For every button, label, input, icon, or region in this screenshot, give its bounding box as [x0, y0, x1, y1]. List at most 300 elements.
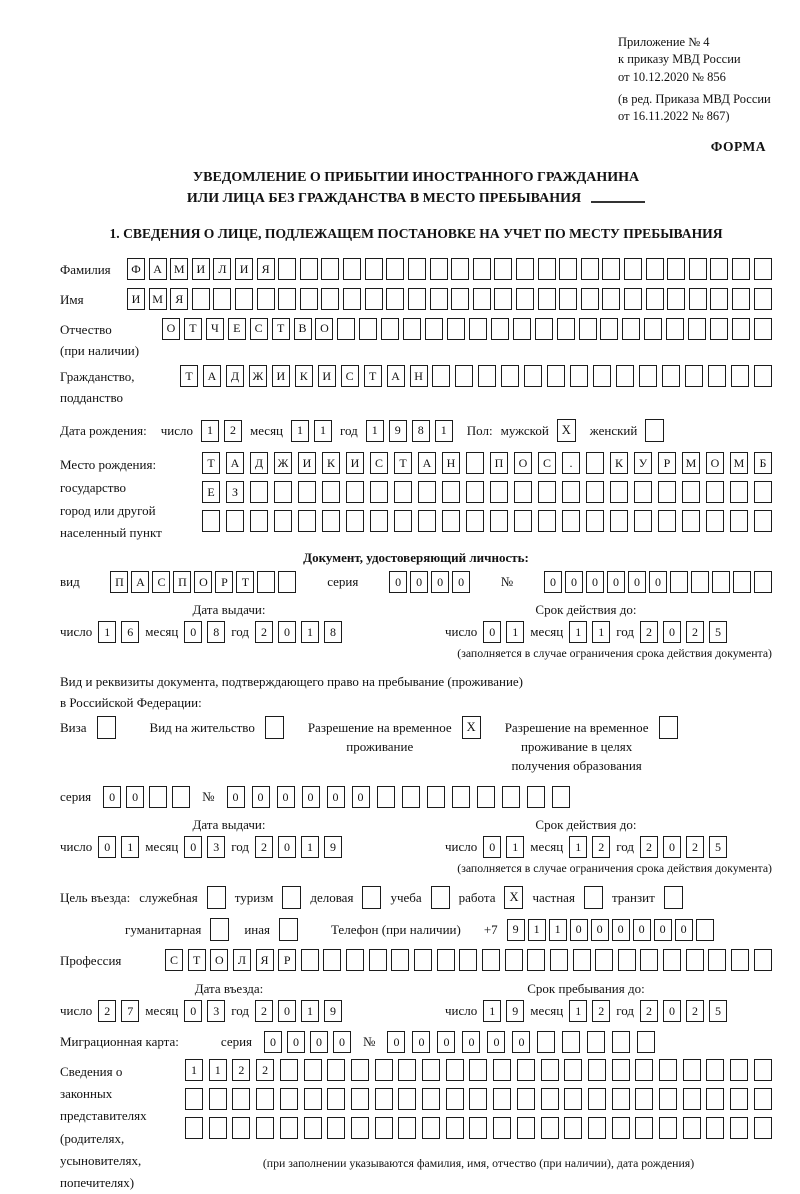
- char-cell[interactable]: [513, 318, 531, 340]
- char-cell[interactable]: Т: [202, 452, 220, 474]
- char-cell[interactable]: [446, 1088, 464, 1110]
- char-cell[interactable]: [482, 949, 500, 971]
- char-cell[interactable]: [658, 510, 676, 532]
- purpose-work-checkbox[interactable]: X: [504, 886, 523, 909]
- char-cell[interactable]: [437, 949, 455, 971]
- char-cell[interactable]: [612, 1031, 630, 1053]
- char-cell[interactable]: 0: [544, 571, 562, 593]
- char-cell[interactable]: Т: [364, 365, 382, 387]
- char-cell[interactable]: 1: [592, 621, 610, 643]
- char-cell[interactable]: [730, 1117, 748, 1139]
- char-cell[interactable]: Я: [170, 288, 188, 310]
- char-cell[interactable]: [422, 1088, 440, 1110]
- purpose-official-checkbox[interactable]: [207, 886, 226, 909]
- char-cell[interactable]: [280, 1059, 298, 1081]
- char-cell[interactable]: [535, 318, 553, 340]
- char-cell[interactable]: [250, 481, 268, 503]
- char-cell[interactable]: [732, 318, 750, 340]
- char-cell[interactable]: [754, 1088, 772, 1110]
- char-cell[interactable]: [516, 288, 534, 310]
- char-cell[interactable]: [422, 1117, 440, 1139]
- char-cell[interactable]: С: [538, 452, 556, 474]
- char-cell[interactable]: [667, 288, 685, 310]
- purpose-private-checkbox[interactable]: [584, 886, 603, 909]
- char-cell[interactable]: 1: [185, 1059, 203, 1081]
- char-cell[interactable]: С: [370, 452, 388, 474]
- char-cell[interactable]: 2: [592, 1000, 610, 1022]
- char-cell[interactable]: [559, 288, 577, 310]
- temp-residence-edu-checkbox[interactable]: [659, 716, 678, 739]
- char-cell[interactable]: В: [294, 318, 312, 340]
- char-cell[interactable]: [280, 1117, 298, 1139]
- char-cell[interactable]: 0: [412, 1031, 430, 1053]
- purpose-transit-checkbox[interactable]: [664, 886, 683, 909]
- char-cell[interactable]: [708, 365, 726, 387]
- char-cell[interactable]: [502, 786, 520, 808]
- char-cell[interactable]: 9: [324, 1000, 342, 1022]
- char-cell[interactable]: П: [173, 571, 191, 593]
- char-cell[interactable]: [250, 510, 268, 532]
- char-cell[interactable]: П: [490, 452, 508, 474]
- char-cell[interactable]: [562, 510, 580, 532]
- char-cell[interactable]: [586, 452, 604, 474]
- char-cell[interactable]: [624, 258, 642, 280]
- char-cell[interactable]: 0: [264, 1031, 282, 1053]
- char-cell[interactable]: 0: [437, 1031, 455, 1053]
- char-cell[interactable]: Ж: [249, 365, 267, 387]
- char-cell[interactable]: [256, 1088, 274, 1110]
- char-cell[interactable]: Р: [658, 452, 676, 474]
- issue-month-cells[interactable]: [184, 621, 225, 643]
- char-cell[interactable]: Б: [754, 452, 772, 474]
- rvp-series-cells[interactable]: [103, 786, 190, 808]
- expiry-year-cells[interactable]: [640, 621, 727, 643]
- char-cell[interactable]: Р: [278, 949, 296, 971]
- char-cell[interactable]: [622, 318, 640, 340]
- char-cell[interactable]: С: [250, 318, 268, 340]
- char-cell[interactable]: [473, 258, 491, 280]
- char-cell[interactable]: 2: [686, 836, 704, 858]
- char-cell[interactable]: [451, 288, 469, 310]
- char-cell[interactable]: [524, 365, 542, 387]
- char-cell[interactable]: 2: [255, 621, 273, 643]
- char-cell[interactable]: [618, 949, 636, 971]
- char-cell[interactable]: [422, 1059, 440, 1081]
- char-cell[interactable]: [552, 786, 570, 808]
- char-cell[interactable]: [710, 258, 728, 280]
- visa-checkbox[interactable]: [97, 716, 116, 739]
- char-cell[interactable]: [682, 481, 700, 503]
- char-cell[interactable]: К: [610, 452, 628, 474]
- char-cell[interactable]: [579, 318, 597, 340]
- char-cell[interactable]: Я: [256, 949, 274, 971]
- birth-day-cells[interactable]: [201, 420, 242, 442]
- char-cell[interactable]: [185, 1088, 203, 1110]
- char-cell[interactable]: 2: [640, 1000, 658, 1022]
- expiry-day-cells[interactable]: [483, 621, 524, 643]
- char-cell[interactable]: [381, 318, 399, 340]
- char-cell[interactable]: 0: [227, 786, 245, 808]
- char-cell[interactable]: И: [346, 452, 364, 474]
- char-cell[interactable]: [232, 1088, 250, 1110]
- char-cell[interactable]: [610, 481, 628, 503]
- char-cell[interactable]: [398, 1059, 416, 1081]
- char-cell[interactable]: [688, 318, 706, 340]
- char-cell[interactable]: [351, 1088, 369, 1110]
- char-cell[interactable]: 9: [506, 1000, 524, 1022]
- char-cell[interactable]: 0: [586, 571, 604, 593]
- char-cell[interactable]: 6: [121, 621, 139, 643]
- char-cell[interactable]: 0: [103, 786, 121, 808]
- char-cell[interactable]: 0: [287, 1031, 305, 1053]
- char-cell[interactable]: 0: [184, 1000, 202, 1022]
- birthplace-cells-row2[interactable]: [202, 481, 772, 503]
- char-cell[interactable]: [418, 481, 436, 503]
- char-cell[interactable]: 0: [310, 1031, 328, 1053]
- char-cell[interactable]: К: [322, 452, 340, 474]
- char-cell[interactable]: [425, 318, 443, 340]
- char-cell[interactable]: 0: [663, 621, 681, 643]
- char-cell[interactable]: [634, 510, 652, 532]
- char-cell[interactable]: [754, 288, 772, 310]
- char-cell[interactable]: [403, 318, 421, 340]
- char-cell[interactable]: [304, 1088, 322, 1110]
- char-cell[interactable]: [600, 318, 618, 340]
- char-cell[interactable]: 1: [301, 621, 319, 643]
- char-cell[interactable]: Ч: [206, 318, 224, 340]
- char-cell[interactable]: [610, 510, 628, 532]
- char-cell[interactable]: О: [706, 452, 724, 474]
- char-cell[interactable]: 9: [389, 420, 407, 442]
- char-cell[interactable]: [490, 481, 508, 503]
- char-cell[interactable]: [595, 949, 613, 971]
- char-cell[interactable]: [706, 1088, 724, 1110]
- char-cell[interactable]: [683, 1088, 701, 1110]
- char-cell[interactable]: 0: [607, 571, 625, 593]
- char-cell[interactable]: 2: [232, 1059, 250, 1081]
- char-cell[interactable]: [562, 481, 580, 503]
- char-cell[interactable]: [689, 258, 707, 280]
- char-cell[interactable]: О: [194, 571, 212, 593]
- char-cell[interactable]: [586, 510, 604, 532]
- char-cell[interactable]: [733, 571, 751, 593]
- char-cell[interactable]: [386, 288, 404, 310]
- char-cell[interactable]: 0: [612, 919, 630, 941]
- char-cell[interactable]: И: [318, 365, 336, 387]
- char-cell[interactable]: [369, 949, 387, 971]
- char-cell[interactable]: 8: [324, 621, 342, 643]
- char-cell[interactable]: [370, 510, 388, 532]
- stay-month-cells[interactable]: [569, 1000, 610, 1022]
- char-cell[interactable]: 0: [327, 786, 345, 808]
- birth-year-cells[interactable]: [366, 420, 453, 442]
- char-cell[interactable]: С: [152, 571, 170, 593]
- char-cell[interactable]: [430, 258, 448, 280]
- char-cell[interactable]: [477, 786, 495, 808]
- char-cell[interactable]: [473, 288, 491, 310]
- char-cell[interactable]: [343, 258, 361, 280]
- char-cell[interactable]: [280, 1088, 298, 1110]
- char-cell[interactable]: [327, 1088, 345, 1110]
- char-cell[interactable]: [346, 481, 364, 503]
- char-cell[interactable]: [644, 318, 662, 340]
- char-cell[interactable]: [547, 365, 565, 387]
- char-cell[interactable]: [494, 288, 512, 310]
- rvp-expiry-month-cells[interactable]: [569, 836, 610, 858]
- char-cell[interactable]: О: [315, 318, 333, 340]
- char-cell[interactable]: [640, 949, 658, 971]
- char-cell[interactable]: 9: [324, 836, 342, 858]
- char-cell[interactable]: Я: [257, 258, 275, 280]
- char-cell[interactable]: [209, 1117, 227, 1139]
- char-cell[interactable]: [172, 786, 190, 808]
- char-cell[interactable]: М: [170, 258, 188, 280]
- char-cell[interactable]: [304, 1117, 322, 1139]
- issue-year-cells[interactable]: [255, 621, 342, 643]
- char-cell[interactable]: 0: [512, 1031, 530, 1053]
- char-cell[interactable]: Т: [180, 365, 198, 387]
- char-cell[interactable]: [359, 318, 377, 340]
- char-cell[interactable]: [754, 1117, 772, 1139]
- char-cell[interactable]: [730, 510, 748, 532]
- char-cell[interactable]: [691, 571, 709, 593]
- char-cell[interactable]: 2: [686, 621, 704, 643]
- char-cell[interactable]: 0: [410, 571, 428, 593]
- char-cell[interactable]: 9: [507, 919, 525, 941]
- char-cell[interactable]: К: [295, 365, 313, 387]
- char-cell[interactable]: А: [387, 365, 405, 387]
- char-cell[interactable]: [300, 258, 318, 280]
- char-cell[interactable]: [494, 258, 512, 280]
- doc-type-cells[interactable]: [110, 571, 296, 593]
- char-cell[interactable]: [398, 1088, 416, 1110]
- char-cell[interactable]: [300, 288, 318, 310]
- char-cell[interactable]: [659, 1059, 677, 1081]
- char-cell[interactable]: 8: [207, 621, 225, 643]
- char-cell[interactable]: [370, 481, 388, 503]
- char-cell[interactable]: [646, 288, 664, 310]
- purpose-other-checkbox[interactable]: [279, 918, 298, 941]
- char-cell[interactable]: [527, 786, 545, 808]
- char-cell[interactable]: [394, 510, 412, 532]
- patronymic-cells[interactable]: [162, 318, 772, 340]
- char-cell[interactable]: [730, 481, 748, 503]
- char-cell[interactable]: И: [192, 258, 210, 280]
- char-cell[interactable]: О: [162, 318, 180, 340]
- char-cell[interactable]: [235, 288, 253, 310]
- char-cell[interactable]: 1: [314, 420, 332, 442]
- char-cell[interactable]: Л: [233, 949, 251, 971]
- char-cell[interactable]: [301, 949, 319, 971]
- char-cell[interactable]: [696, 919, 714, 941]
- char-cell[interactable]: [754, 571, 772, 593]
- char-cell[interactable]: [612, 1117, 630, 1139]
- rvp-expiry-year-cells[interactable]: [640, 836, 727, 858]
- char-cell[interactable]: [514, 481, 532, 503]
- char-cell[interactable]: 0: [126, 786, 144, 808]
- char-cell[interactable]: [192, 288, 210, 310]
- char-cell[interactable]: [256, 1117, 274, 1139]
- char-cell[interactable]: [377, 786, 395, 808]
- char-cell[interactable]: 0: [462, 1031, 480, 1053]
- char-cell[interactable]: [754, 481, 772, 503]
- char-cell[interactable]: 2: [255, 836, 273, 858]
- char-cell[interactable]: 1: [569, 1000, 587, 1022]
- char-cell[interactable]: И: [272, 365, 290, 387]
- char-cell[interactable]: [754, 365, 772, 387]
- char-cell[interactable]: 0: [591, 919, 609, 941]
- birth-month-cells[interactable]: [291, 420, 332, 442]
- char-cell[interactable]: [493, 1088, 511, 1110]
- char-cell[interactable]: [343, 288, 361, 310]
- char-cell[interactable]: 2: [640, 621, 658, 643]
- char-cell[interactable]: 0: [184, 836, 202, 858]
- char-cell[interactable]: [493, 1117, 511, 1139]
- char-cell[interactable]: [670, 571, 688, 593]
- char-cell[interactable]: У: [634, 452, 652, 474]
- char-cell[interactable]: [682, 510, 700, 532]
- char-cell[interactable]: [689, 288, 707, 310]
- char-cell[interactable]: 0: [98, 836, 116, 858]
- char-cell[interactable]: [537, 1031, 555, 1053]
- char-cell[interactable]: [466, 452, 484, 474]
- char-cell[interactable]: [612, 1059, 630, 1081]
- char-cell[interactable]: [469, 318, 487, 340]
- char-cell[interactable]: [624, 288, 642, 310]
- char-cell[interactable]: [517, 1088, 535, 1110]
- char-cell[interactable]: 0: [431, 571, 449, 593]
- char-cell[interactable]: Ж: [274, 452, 292, 474]
- char-cell[interactable]: [541, 1117, 559, 1139]
- char-cell[interactable]: 0: [452, 571, 470, 593]
- char-cell[interactable]: 2: [224, 420, 242, 442]
- char-cell[interactable]: [683, 1117, 701, 1139]
- char-cell[interactable]: 1: [366, 420, 384, 442]
- char-cell[interactable]: [257, 571, 275, 593]
- char-cell[interactable]: [663, 949, 681, 971]
- char-cell[interactable]: [588, 1117, 606, 1139]
- representatives-cells-row1[interactable]: [185, 1059, 772, 1081]
- char-cell[interactable]: [541, 1088, 559, 1110]
- char-cell[interactable]: [706, 1117, 724, 1139]
- birthplace-cells-row1[interactable]: [202, 452, 772, 474]
- issue-day-cells[interactable]: [98, 621, 139, 643]
- mc-series-cells[interactable]: [264, 1031, 351, 1053]
- char-cell[interactable]: [418, 510, 436, 532]
- char-cell[interactable]: И: [235, 258, 253, 280]
- char-cell[interactable]: [706, 481, 724, 503]
- char-cell[interactable]: [446, 1059, 464, 1081]
- char-cell[interactable]: 0: [302, 786, 320, 808]
- char-cell[interactable]: 3: [207, 1000, 225, 1022]
- char-cell[interactable]: Т: [188, 949, 206, 971]
- char-cell[interactable]: 0: [654, 919, 672, 941]
- char-cell[interactable]: 2: [592, 836, 610, 858]
- char-cell[interactable]: [323, 949, 341, 971]
- char-cell[interactable]: 1: [121, 836, 139, 858]
- char-cell[interactable]: [351, 1059, 369, 1081]
- char-cell[interactable]: Е: [228, 318, 246, 340]
- residence-permit-checkbox[interactable]: [265, 716, 284, 739]
- char-cell[interactable]: Ф: [127, 258, 145, 280]
- char-cell[interactable]: 0: [675, 919, 693, 941]
- char-cell[interactable]: [202, 510, 220, 532]
- char-cell[interactable]: [402, 786, 420, 808]
- char-cell[interactable]: 8: [412, 420, 430, 442]
- char-cell[interactable]: [346, 949, 364, 971]
- char-cell[interactable]: М: [682, 452, 700, 474]
- char-cell[interactable]: [469, 1088, 487, 1110]
- char-cell[interactable]: [659, 1088, 677, 1110]
- char-cell[interactable]: [298, 510, 316, 532]
- char-cell[interactable]: [564, 1117, 582, 1139]
- char-cell[interactable]: [386, 258, 404, 280]
- char-cell[interactable]: 1: [435, 420, 453, 442]
- birthplace-cells-row3[interactable]: [202, 510, 772, 532]
- rvp-issue-year-cells[interactable]: [255, 836, 342, 858]
- char-cell[interactable]: Т: [184, 318, 202, 340]
- char-cell[interactable]: [732, 258, 750, 280]
- char-cell[interactable]: [562, 1031, 580, 1053]
- char-cell[interactable]: [686, 949, 704, 971]
- char-cell[interactable]: [432, 365, 450, 387]
- gender-female-checkbox[interactable]: [645, 419, 664, 442]
- char-cell[interactable]: П: [110, 571, 128, 593]
- char-cell[interactable]: [732, 288, 750, 310]
- entry-day-cells[interactable]: [98, 1000, 139, 1022]
- char-cell[interactable]: [754, 318, 772, 340]
- char-cell[interactable]: [408, 258, 426, 280]
- rvp-number-cells[interactable]: [227, 786, 570, 808]
- char-cell[interactable]: [516, 258, 534, 280]
- char-cell[interactable]: [304, 1059, 322, 1081]
- char-cell[interactable]: [452, 786, 470, 808]
- char-cell[interactable]: О: [514, 452, 532, 474]
- char-cell[interactable]: [706, 1059, 724, 1081]
- char-cell[interactable]: [278, 258, 296, 280]
- char-cell[interactable]: [662, 365, 680, 387]
- char-cell[interactable]: 0: [333, 1031, 351, 1053]
- char-cell[interactable]: Н: [410, 365, 428, 387]
- char-cell[interactable]: [365, 288, 383, 310]
- char-cell[interactable]: А: [226, 452, 244, 474]
- char-cell[interactable]: [185, 1117, 203, 1139]
- char-cell[interactable]: [398, 1117, 416, 1139]
- char-cell[interactable]: 2: [98, 1000, 116, 1022]
- phone-cells[interactable]: [507, 919, 714, 941]
- char-cell[interactable]: Т: [394, 452, 412, 474]
- char-cell[interactable]: [501, 365, 519, 387]
- char-cell[interactable]: [731, 365, 749, 387]
- char-cell[interactable]: [754, 949, 772, 971]
- char-cell[interactable]: [710, 318, 728, 340]
- char-cell[interactable]: [634, 481, 652, 503]
- char-cell[interactable]: 5: [709, 1000, 727, 1022]
- char-cell[interactable]: [375, 1117, 393, 1139]
- char-cell[interactable]: [257, 288, 275, 310]
- purpose-study-checkbox[interactable]: [431, 886, 450, 909]
- char-cell[interactable]: [587, 1031, 605, 1053]
- stay-year-cells[interactable]: [640, 1000, 727, 1022]
- char-cell[interactable]: [659, 1117, 677, 1139]
- char-cell[interactable]: [213, 288, 231, 310]
- char-cell[interactable]: [491, 318, 509, 340]
- char-cell[interactable]: [365, 258, 383, 280]
- char-cell[interactable]: [298, 481, 316, 503]
- char-cell[interactable]: [730, 1088, 748, 1110]
- mc-number-cells[interactable]: [387, 1031, 655, 1053]
- char-cell[interactable]: [322, 481, 340, 503]
